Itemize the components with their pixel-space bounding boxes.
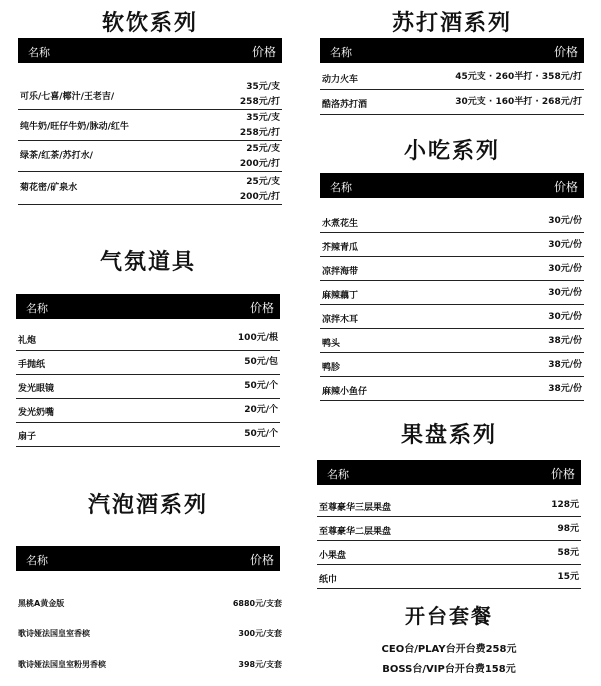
table-row bbox=[317, 542, 581, 565]
item-name: 小果盘 bbox=[319, 551, 347, 561]
table-row bbox=[16, 423, 280, 447]
table-row bbox=[16, 351, 280, 375]
item-name: 歌诗娅法国皇室香槟 bbox=[18, 629, 90, 638]
header-name: 名称 bbox=[330, 46, 352, 59]
item-name: 发光眼镜 bbox=[18, 384, 55, 394]
table-header bbox=[16, 294, 280, 319]
table-row bbox=[320, 282, 584, 305]
item-name: 纯牛奶/旺仔牛奶/脉动/红牛 bbox=[20, 122, 129, 132]
item-name: 芥辣青瓜 bbox=[322, 243, 359, 253]
header-price: 价格 bbox=[550, 467, 575, 481]
table-header bbox=[320, 38, 584, 63]
header-name: 名称 bbox=[28, 46, 50, 59]
table-row bbox=[320, 306, 584, 329]
item-name: 礼炮 bbox=[18, 336, 37, 346]
item-name: 绿茶/红茶/苏打水/ bbox=[20, 151, 93, 161]
item-name: 凉拌海带 bbox=[322, 267, 359, 277]
table-row bbox=[18, 80, 282, 110]
item-price: 35元/支 258元/打 bbox=[239, 82, 280, 107]
table-header bbox=[16, 546, 280, 571]
item-name: 鸭头 bbox=[322, 339, 341, 349]
item-name: 至尊豪华二层果盘 bbox=[319, 527, 392, 537]
item-price: 398元/支套 bbox=[238, 660, 282, 669]
header-price: 价格 bbox=[251, 45, 276, 59]
table-row bbox=[320, 378, 584, 401]
package-line: CEO台/PLAY台开台费258元 bbox=[381, 644, 517, 655]
table-row bbox=[16, 399, 280, 423]
item-price: 100元/根 bbox=[237, 333, 278, 343]
item-name: 手抛纸 bbox=[18, 360, 46, 370]
section-title: 软饮系列 bbox=[101, 11, 198, 36]
item-price: 50元/包 bbox=[244, 357, 278, 367]
header-name: 名称 bbox=[26, 554, 48, 567]
item-price: 25元/支 200元/打 bbox=[239, 144, 280, 169]
item-price: 30元支 · 160半打 · 268元/打 bbox=[455, 97, 582, 107]
item-price: 30元/份 bbox=[548, 264, 582, 274]
table-row bbox=[320, 258, 584, 281]
item-price: 128元 bbox=[551, 500, 579, 510]
header-price: 价格 bbox=[249, 301, 274, 315]
table-row bbox=[320, 210, 584, 233]
item-name: 黑桃A黄金版 bbox=[18, 599, 65, 608]
item-price: 15元 bbox=[557, 572, 579, 582]
table-row bbox=[16, 620, 284, 650]
section-title: 汽泡酒系列 bbox=[87, 493, 208, 518]
item-name: 菊花密/矿泉水 bbox=[20, 183, 78, 193]
item-price: 25元/支 200元/打 bbox=[239, 177, 280, 202]
item-price: 50元/个 bbox=[244, 429, 278, 439]
item-name: 歌诗娅法国皇室粉男香槟 bbox=[18, 660, 106, 669]
item-price: 58元 bbox=[557, 548, 579, 558]
item-name: 鸭胗 bbox=[322, 363, 341, 373]
item-price: 30元/份 bbox=[548, 216, 582, 226]
header-name: 名称 bbox=[327, 468, 349, 481]
table-row bbox=[317, 494, 581, 517]
header-price: 价格 bbox=[553, 180, 578, 194]
table-row bbox=[320, 354, 584, 377]
section-title: 果盘系列 bbox=[400, 423, 497, 448]
header-price: 价格 bbox=[249, 553, 274, 567]
item-price: 20元/个 bbox=[244, 405, 278, 415]
table-row bbox=[320, 91, 584, 115]
section-title: 开台套餐 bbox=[405, 604, 493, 628]
item-name: 纸巾 bbox=[319, 575, 338, 585]
section-title: 苏打酒系列 bbox=[391, 11, 512, 36]
header-name: 名称 bbox=[26, 302, 48, 315]
item-price: 45元支 · 260半打 · 358元/打 bbox=[455, 72, 582, 82]
table-row bbox=[18, 111, 282, 141]
item-price: 38元/份 bbox=[548, 384, 582, 394]
table-row bbox=[16, 327, 280, 351]
table-row bbox=[317, 518, 581, 541]
table-row bbox=[18, 142, 282, 172]
item-name: 可乐/七喜/椰汁/王老吉/ bbox=[20, 92, 115, 102]
table-header bbox=[320, 173, 584, 198]
item-price: 50元/个 bbox=[244, 381, 278, 391]
item-price: 98元 bbox=[557, 524, 579, 534]
table-header bbox=[317, 460, 581, 485]
item-price: 38元/份 bbox=[548, 336, 582, 346]
item-name: 酷洛苏打酒 bbox=[322, 100, 368, 110]
item-name: 动力火车 bbox=[322, 75, 359, 85]
item-price: 38元/份 bbox=[548, 360, 582, 370]
item-price: 300元/支套 bbox=[238, 629, 282, 638]
header-price: 价格 bbox=[553, 45, 578, 59]
table-row bbox=[320, 66, 584, 90]
table-header bbox=[18, 38, 282, 63]
item-name: 凉拌木耳 bbox=[322, 315, 359, 325]
table-row bbox=[320, 234, 584, 257]
item-name: 扇子 bbox=[18, 432, 37, 442]
item-price: 30元/份 bbox=[548, 288, 582, 298]
item-name: 至尊豪华三层果盘 bbox=[319, 503, 392, 513]
table-row bbox=[16, 590, 284, 620]
table-row bbox=[16, 375, 280, 399]
table-row bbox=[320, 330, 584, 353]
table-row bbox=[16, 651, 284, 681]
item-name: 发光奶嘴 bbox=[18, 408, 55, 418]
section-title: 小吃系列 bbox=[403, 139, 500, 164]
item-price: 30元/份 bbox=[548, 240, 582, 250]
item-price: 30元/份 bbox=[548, 312, 582, 322]
header-name: 名称 bbox=[330, 181, 352, 194]
table-row bbox=[18, 175, 282, 205]
table-row bbox=[317, 566, 581, 589]
section-title: 气氛道具 bbox=[99, 250, 196, 275]
item-price: 6880元/支套 bbox=[232, 599, 282, 608]
item-price: 35元/支 258元/打 bbox=[239, 113, 280, 138]
item-name: 水煮花生 bbox=[322, 219, 359, 229]
item-name: 麻辣小鱼仔 bbox=[322, 387, 368, 397]
item-name: 麻辣藕丁 bbox=[322, 291, 359, 301]
package-line: BOSS台/VIP台开台费158元 bbox=[382, 664, 516, 675]
